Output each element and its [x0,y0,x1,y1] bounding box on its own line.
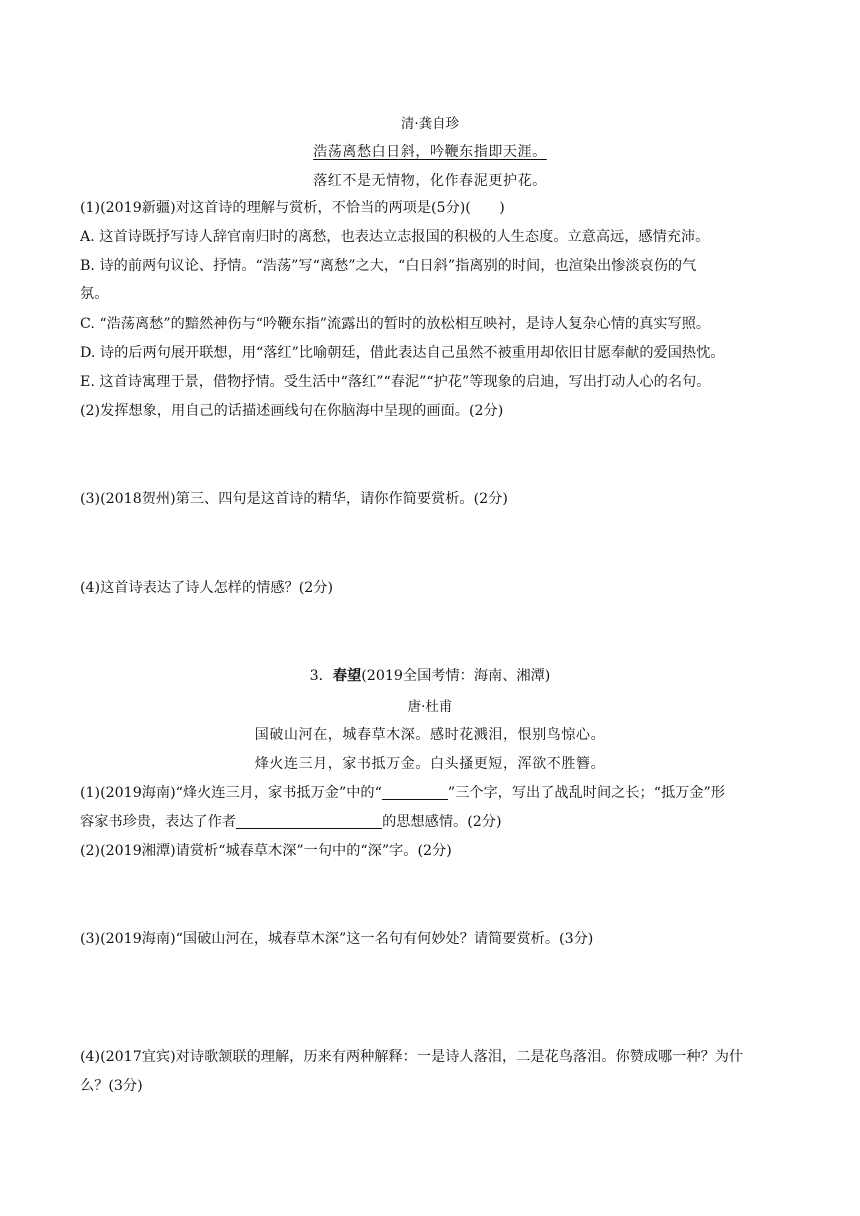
poem2-option-c: C. “浩荡离愁”的黯然神伤与“吟鞭东指”流露出的暂时的放松相互映衬，是诗人复杂心情的真实写照。 [80,316,711,332]
answer-blank-1[interactable] [382,784,448,800]
poem2-question-2: (2)发挥想象，用自己的话描述画线句在你脑海中呈现的画面。(2分) [80,403,504,419]
poem2-option-e: E. 这首诗寓理于景，借物抒情。受生活中“落红”“春泥”“护花”等现象的启迪，写出打动人心的名句。 [80,374,711,390]
poem3-author: 唐·杜甫 [407,699,453,715]
poem2-option-a: A. 这首诗既抒写诗人辞官南归时的离愁，也表达立志报国的积极的人生态度。立意高远，感情充沛。 [80,229,710,245]
poem3-question-2: (2)(2019湘潭)请赏析“城春草木深”一句中的“深”字。(2分) [80,843,452,859]
poem2-question-1: (1)(2019新疆)对这首诗的理解与赏析，不恰当的两项是(5分)( ) [80,200,505,216]
poem3-title: 春望 [332,668,362,684]
poem3-heading [0,666,860,686]
poem3-question-3: (3)(2019海南)“国破山河在，城春草木深”这一名句有何妙处？请简要赏析。(3分) [80,931,594,947]
poem2-option-d: D. 诗的后两句展开联想，用“落红”比喻朝廷，借此表达自己虽然不被重用却依旧甘愿奉献的爱国热忱。 [80,345,725,361]
poem2-underlined-line: 浩荡离愁白日斜，吟鞭东指即天涯。 [313,144,547,160]
poem2-option-b-cont: 氛。 [80,286,109,302]
poem2-question-3: (3)(2018贺州)第三、四句是这首诗的精华，请你作简要赏析。(2分) [80,491,508,507]
poem3-question-4: (4)(2017宜宾)对诗歌颔联的理解，历来有两种解释：一是诗人落泪，二是花鸟落泪。你赞成哪一种？为什 [80,1049,744,1065]
poem2-question-4: (4)这首诗表达了诗人怎样的情感？(2分) [80,580,334,596]
poem3-question-1: (1)(2019海南)“烽火连三月，家书抵万金”中的“ ”三个字，写出了战乱时间之长；“抵万金”形 [80,785,725,801]
poem2-line1 [0,141,860,161]
poem2-author: 清·龚自珍 [400,116,460,132]
poem2-option-b: B. 诗的前两句议论、抒情。“浩荡”写“离愁”之大，“白日斜”指离别的时间，也渲染出惨淡哀伤的气 [80,258,697,274]
poem3-source: (2019全国考情：海南、湘潭) [361,668,551,684]
poem3-question-4-cont: 么？(3分) [80,1078,143,1094]
poem3-line1: 国破山河在，城春草木深。感时花溅泪，恨别鸟惊心。 [254,727,606,743]
poem2-line2: 落红不是无情物，化作春泥更护花。 [313,173,547,189]
poem3-line2: 烽火连三月，家书抵万金。白头搔更短，浑欲不胜簪。 [254,756,606,772]
poem3-number: 3． [309,668,333,684]
poem3-question-1-cont: 容家书珍贵，表达了作者 的思想感情。(2分) [80,814,502,830]
answer-blank-2[interactable] [236,813,382,829]
